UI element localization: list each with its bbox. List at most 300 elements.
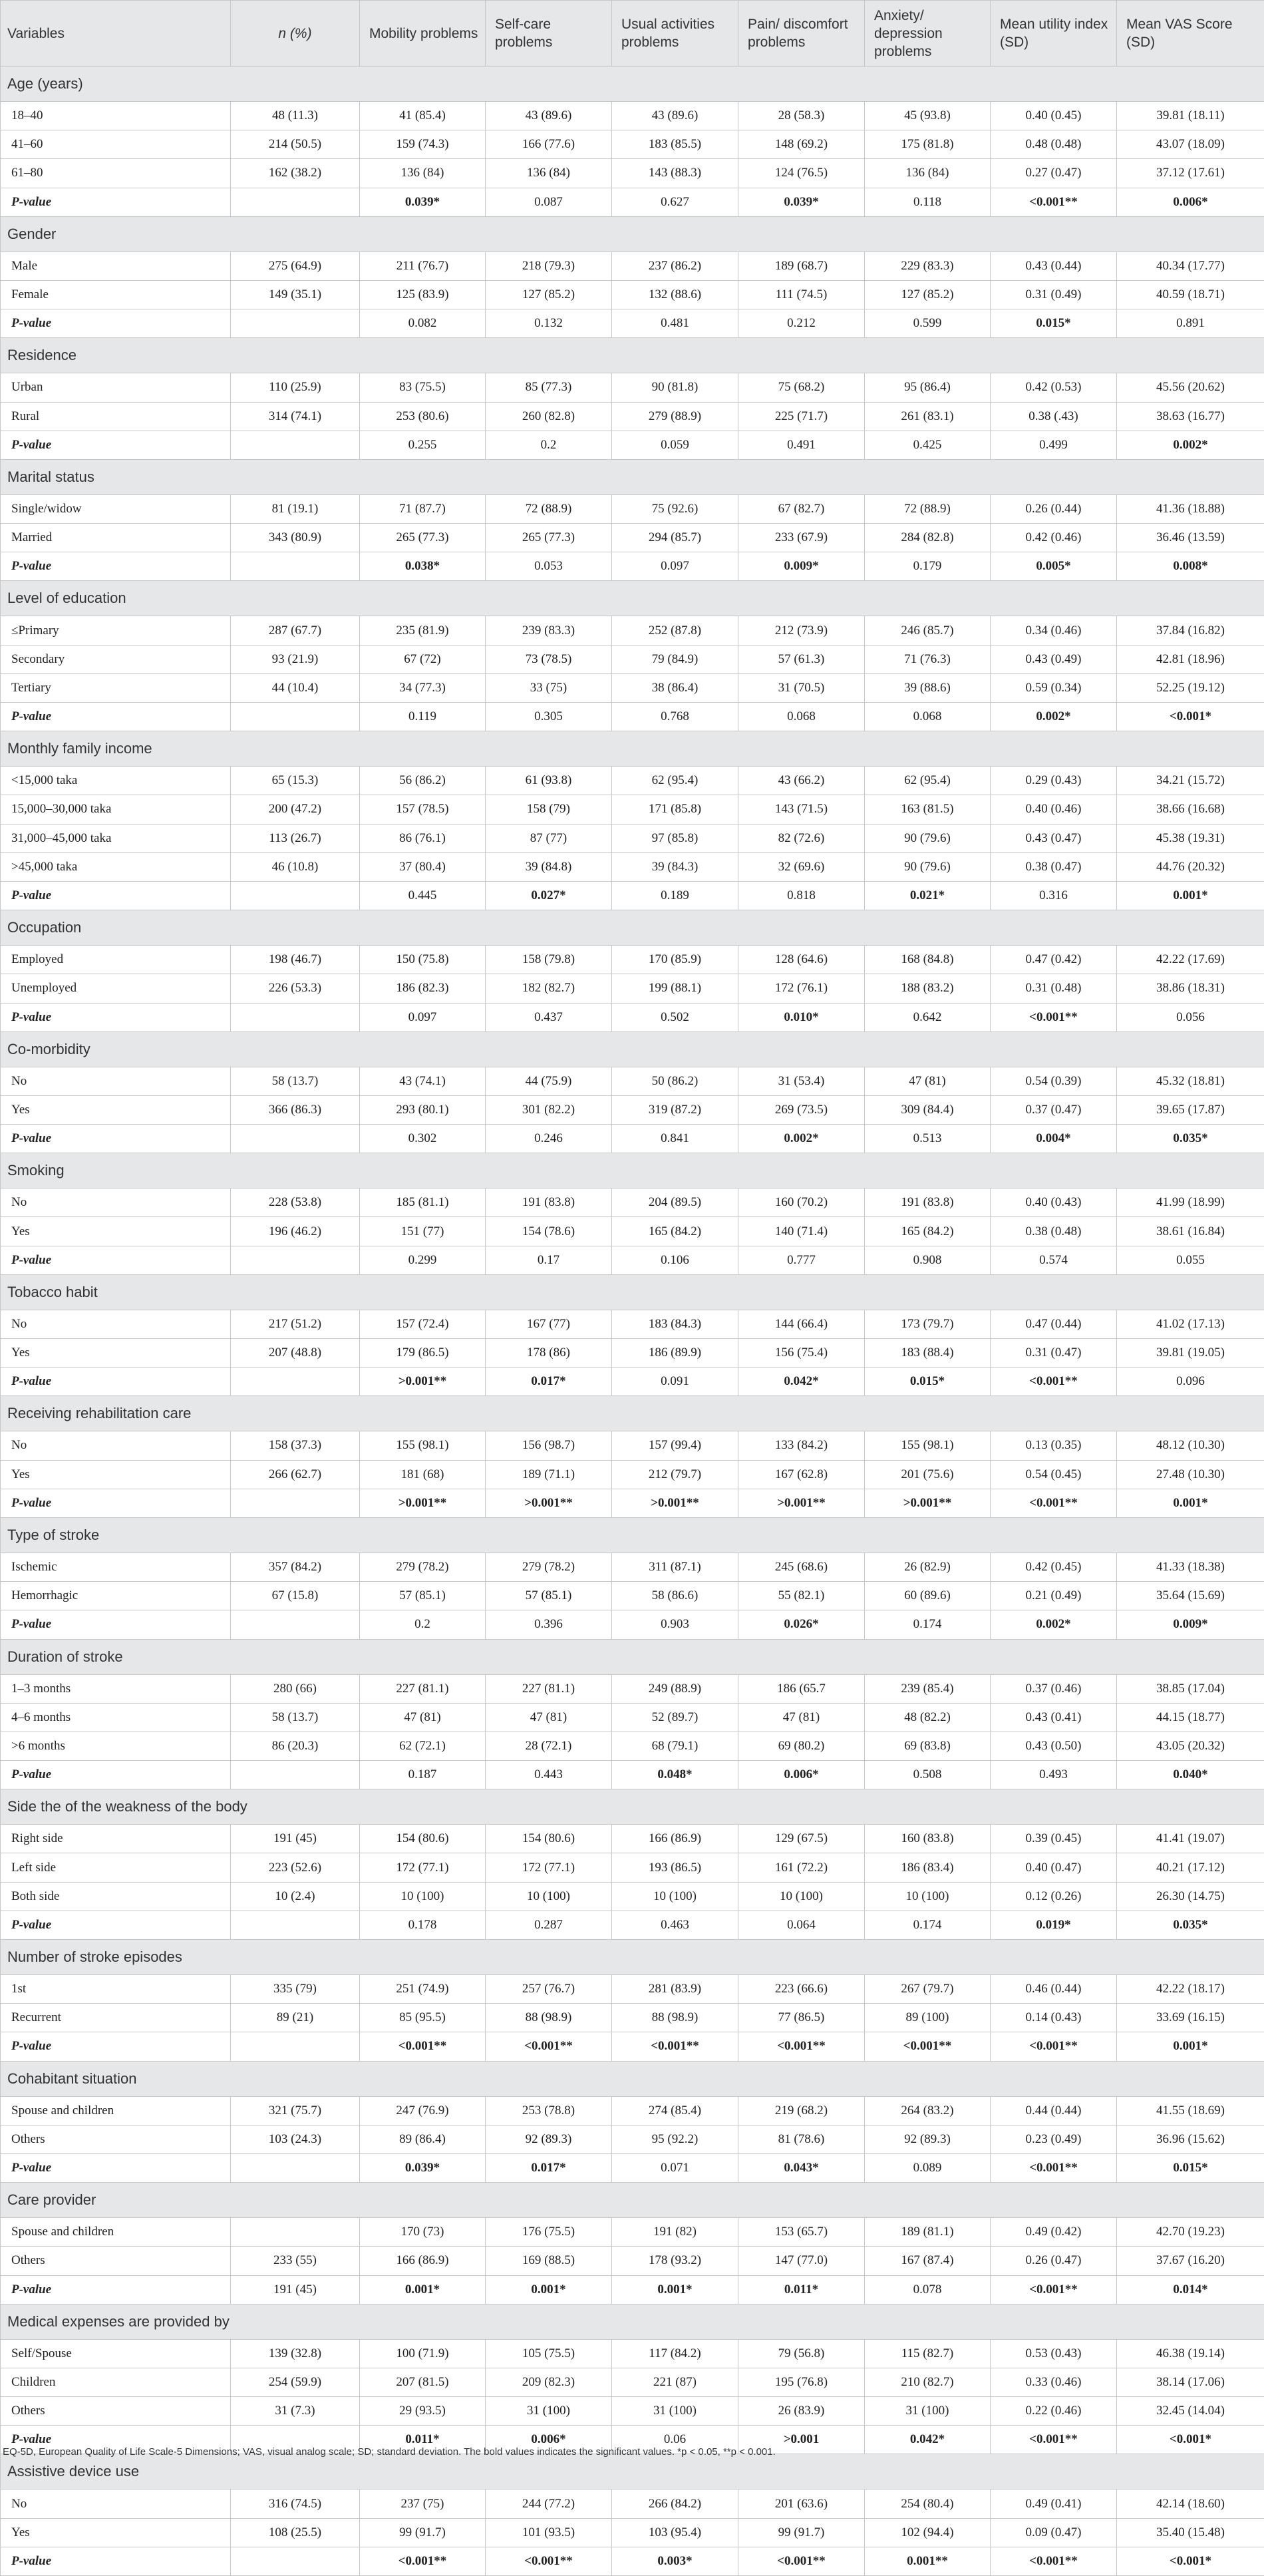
table-cell: <0.001** <box>738 2032 865 2061</box>
table-cell: 0.22 (0.46) <box>991 2397 1117 2426</box>
table-cell: 178 (86) <box>486 1339 612 1368</box>
table-cell: 65 (15.3) <box>231 767 360 795</box>
table-cell: 167 (62.8) <box>738 1460 865 1489</box>
table-row <box>1 1975 1264 2004</box>
table-cell: 235 (81.9) <box>360 616 486 645</box>
section-title: Cohabitant situation <box>1 2061 1264 2096</box>
table-cell: 366 (86.3) <box>231 1095 360 1124</box>
table-cell: 95 (92.2) <box>612 2125 738 2153</box>
row-label: No <box>1 1189 231 1217</box>
section-header-row <box>1 2304 1264 2339</box>
table-cell: 201 (63.6) <box>738 2489 865 2518</box>
table-cell <box>231 1003 360 1031</box>
table-cell: 47 (81) <box>738 1703 865 1732</box>
table-cell: 212 (79.7) <box>612 1460 738 1489</box>
table-cell: 0.042* <box>738 1368 865 1396</box>
table-cell <box>231 309 360 338</box>
table-cell: 39 (88.6) <box>865 673 991 702</box>
table-cell <box>231 2032 360 2061</box>
table-cell: 56 (86.2) <box>360 767 486 795</box>
table-cell: 41.55 (18.69) <box>1117 2096 1264 2125</box>
header-anxiety-depression: Anxiety/ depression problems <box>865 1 991 67</box>
table-cell: 0.59 (0.34) <box>991 673 1117 702</box>
table-cell: 183 (84.3) <box>612 1310 738 1338</box>
table-row <box>1 130 1264 159</box>
table-cell: 219 (68.2) <box>738 2096 865 2125</box>
table-row <box>1 1460 1264 1489</box>
table-cell: 86 (76.1) <box>360 824 486 852</box>
table-cell: 0.132 <box>486 309 612 338</box>
table-cell: 191 (45) <box>231 2275 360 2304</box>
table-cell: 0.011* <box>360 2426 486 2454</box>
table-cell: 103 (24.3) <box>231 2125 360 2153</box>
table-cell: 0.48 (0.48) <box>991 130 1117 159</box>
table-cell: 132 (88.6) <box>612 280 738 309</box>
table-cell: 294 (85.7) <box>612 524 738 552</box>
table-cell: 167 (87.4) <box>865 2247 991 2275</box>
table-cell: 0.039* <box>360 188 486 216</box>
table-cell: 31 (100) <box>612 2397 738 2426</box>
table-cell: 0.009* <box>1117 1610 1264 1639</box>
table-cell: 46 (10.8) <box>231 852 360 881</box>
table-cell: 171 (85.8) <box>612 795 738 824</box>
table-cell: <0.001** <box>738 2547 865 2575</box>
table-row <box>1 1703 1264 1732</box>
table-cell <box>231 1761 360 1789</box>
row-label: P-value <box>1 431 231 459</box>
table-cell: 0.06 <box>612 2426 738 2454</box>
table-cell: <0.001** <box>865 2032 991 2061</box>
row-label: Children <box>1 2368 231 2396</box>
table-cell: 81 (19.1) <box>231 494 360 523</box>
table-cell: 154 (80.6) <box>360 1825 486 1853</box>
table-cell: 269 (73.5) <box>738 1095 865 1124</box>
table-cell: 0.39 (0.45) <box>991 1825 1117 1853</box>
table-cell: 0.2 <box>486 431 612 459</box>
table-cell: 67 (15.8) <box>231 1582 360 1610</box>
table-cell: 38.86 (18.31) <box>1117 974 1264 1003</box>
table-row <box>1 494 1264 523</box>
p-value-row <box>1 1246 1264 1274</box>
table-cell: 218 (79.3) <box>486 252 612 280</box>
section-title: Care provider <box>1 2183 1264 2218</box>
table-cell: 110 (25.9) <box>231 373 360 402</box>
table-cell: 10 (2.4) <box>231 1882 360 1911</box>
table-cell: 0.246 <box>486 1125 612 1153</box>
table-cell: 10 (100) <box>612 1882 738 1911</box>
table-cell: 26 (82.9) <box>865 1553 991 1581</box>
table-cell <box>231 1489 360 1517</box>
table-cell: 44 (75.9) <box>486 1067 612 1095</box>
table-cell: 44.15 (18.77) <box>1117 1703 1264 1732</box>
table-cell: 32.45 (14.04) <box>1117 2397 1264 2426</box>
row-label: Yes <box>1 1460 231 1489</box>
table-cell: 0.12 (0.26) <box>991 1882 1117 1911</box>
section-header-row <box>1 2061 1264 2096</box>
table-cell: 0.071 <box>612 2153 738 2182</box>
table-cell: 75 (68.2) <box>738 373 865 402</box>
table-cell: <0.001** <box>991 1003 1117 1031</box>
table-cell: 69 (83.8) <box>865 1732 991 1760</box>
table-row <box>1 524 1264 552</box>
table-cell: 179 (86.5) <box>360 1339 486 1368</box>
table-cell: 0.019* <box>991 1911 1117 1939</box>
table-cell: <0.001** <box>360 2032 486 2061</box>
table-cell: 10 (100) <box>486 1882 612 1911</box>
table-cell: 72 (88.9) <box>865 494 991 523</box>
section-header-row <box>1 1940 1264 1975</box>
section-header-row <box>1 1031 1264 1067</box>
table-cell: 39 (84.8) <box>486 852 612 881</box>
table-cell <box>231 1368 360 1396</box>
table-cell: 0.068 <box>865 703 991 731</box>
table-row <box>1 2339 1264 2368</box>
table-cell: 249 (88.9) <box>612 1674 738 1703</box>
row-label: Employed <box>1 946 231 974</box>
table-cell: 10 (100) <box>865 1882 991 1911</box>
row-label: P-value <box>1 1911 231 1939</box>
table-cell: 31 (100) <box>486 2397 612 2426</box>
row-label: <15,000 taka <box>1 767 231 795</box>
table-cell: 0.2 <box>360 1610 486 1639</box>
p-value-row <box>1 703 1264 731</box>
table-cell: 58 (86.6) <box>612 1582 738 1610</box>
table-cell: 67 (72) <box>360 645 486 673</box>
table-cell: 89 (86.4) <box>360 2125 486 2153</box>
table-cell: 0.43 (0.47) <box>991 824 1117 852</box>
table-cell: 0.42 (0.46) <box>991 524 1117 552</box>
p-value-row <box>1 188 1264 216</box>
p-value-row <box>1 1761 1264 1789</box>
table-cell: 245 (68.6) <box>738 1553 865 1581</box>
table-cell: 211 (76.7) <box>360 252 486 280</box>
table-cell: 127 (85.2) <box>865 280 991 309</box>
row-label: P-value <box>1 1368 231 1396</box>
section-title: Medical expenses are provided by <box>1 2304 1264 2339</box>
section-title: Duration of stroke <box>1 1639 1264 1674</box>
row-label: P-value <box>1 2426 231 2454</box>
table-cell: <0.001** <box>612 2032 738 2061</box>
table-cell: 0.21 (0.49) <box>991 1582 1117 1610</box>
table-cell: 0.119 <box>360 703 486 731</box>
table-cell: 246 (85.7) <box>865 616 991 645</box>
section-title: Monthly family income <box>1 731 1264 767</box>
table-cell: 0.29 (0.43) <box>991 767 1117 795</box>
table-cell: 102 (94.4) <box>865 2518 991 2547</box>
table-row <box>1 2397 1264 2426</box>
table-row <box>1 2489 1264 2518</box>
table-cell: 0.38 (.43) <box>991 402 1117 431</box>
table-cell: 79 (56.8) <box>738 2339 865 2368</box>
table-row <box>1 159 1264 188</box>
table-cell: 204 (89.5) <box>612 1189 738 1217</box>
table-cell: <0.001** <box>486 2547 612 2575</box>
table-cell: 335 (79) <box>231 1975 360 2004</box>
table-row <box>1 1189 1264 1217</box>
table-cell: 0.006* <box>738 1761 865 1789</box>
section-header-row <box>1 1639 1264 1674</box>
table-cell: 148 (69.2) <box>738 130 865 159</box>
table-cell: 43 (89.6) <box>486 102 612 130</box>
table-cell: 0.043* <box>738 2153 865 2182</box>
table-cell: 41 (85.4) <box>360 102 486 130</box>
section-title: Tobacco habit <box>1 1274 1264 1310</box>
table-cell: 0.048* <box>612 1761 738 1789</box>
table-cell: 143 (88.3) <box>612 159 738 188</box>
table-cell: >0.001 <box>738 2426 865 2454</box>
table-cell: 0.40 (0.45) <box>991 102 1117 130</box>
table-cell: 43.07 (18.09) <box>1117 130 1264 159</box>
table-cell: 260 (82.8) <box>486 402 612 431</box>
table-cell: 0.305 <box>486 703 612 731</box>
table-cell: 189 (71.1) <box>486 1460 612 1489</box>
table-cell: 0.189 <box>612 881 738 910</box>
table-row <box>1 974 1264 1003</box>
table-cell: <0.001** <box>991 2426 1117 2454</box>
table-cell <box>231 1125 360 1153</box>
section-header-row <box>1 1789 1264 1825</box>
table-row <box>1 1095 1264 1124</box>
table-cell: 158 (79.8) <box>486 946 612 974</box>
table-cell: 227 (81.1) <box>486 1674 612 1703</box>
table-cell: 144 (66.4) <box>738 1310 865 1338</box>
section-title: Residence <box>1 338 1264 373</box>
table-cell: 321 (75.7) <box>231 2096 360 2125</box>
table-cell: 99 (91.7) <box>738 2518 865 2547</box>
table-row <box>1 795 1264 824</box>
table-cell: 10 (100) <box>360 1882 486 1911</box>
table-cell: 157 (78.5) <box>360 795 486 824</box>
table-cell: 37 (80.4) <box>360 852 486 881</box>
table-cell: 108 (25.5) <box>231 2518 360 2547</box>
table-cell: 191 (83.8) <box>486 1189 612 1217</box>
table-cell: 46.38 (19.14) <box>1117 2339 1264 2368</box>
section-title: Smoking <box>1 1153 1264 1189</box>
table-cell: 156 (75.4) <box>738 1339 865 1368</box>
table-cell: 170 (85.9) <box>612 946 738 974</box>
table-cell: 0.09 (0.47) <box>991 2518 1117 2547</box>
table-cell: 0.178 <box>360 1911 486 1939</box>
table-row <box>1 1853 1264 1882</box>
table-cell: 239 (85.4) <box>865 1674 991 1703</box>
table-cell: 0.082 <box>360 309 486 338</box>
table-cell: 29 (93.5) <box>360 2397 486 2426</box>
table-cell: 0.463 <box>612 1911 738 1939</box>
table-cell: 151 (77) <box>360 1217 486 1246</box>
table-cell: 165 (84.2) <box>865 1217 991 1246</box>
table-cell: 207 (48.8) <box>231 1339 360 1368</box>
table-cell: 60 (89.6) <box>865 1582 991 1610</box>
table-cell: 0.903 <box>612 1610 738 1639</box>
table-cell: 0.002* <box>991 1610 1117 1639</box>
table-cell: 251 (74.9) <box>360 1975 486 2004</box>
row-label: P-value <box>1 1610 231 1639</box>
table-cell: 0.493 <box>991 1761 1117 1789</box>
table-cell: 209 (82.3) <box>486 2368 612 2396</box>
section-title: Receiving rehabilitation care <box>1 1396 1264 1431</box>
table-row <box>1 2518 1264 2547</box>
table-cell: 50 (86.2) <box>612 1067 738 1095</box>
row-label: 31,000–45,000 taka <box>1 824 231 852</box>
table-cell: 0.43 (0.44) <box>991 252 1117 280</box>
table-cell: 89 (100) <box>865 2004 991 2032</box>
table-cell: 154 (78.6) <box>486 1217 612 1246</box>
table-cell: 127 (85.2) <box>486 280 612 309</box>
table-cell: 0.035* <box>1117 1911 1264 1939</box>
p-value-row <box>1 2032 1264 2061</box>
table-cell: 26.30 (14.75) <box>1117 1882 1264 1911</box>
header-pain-discomfort: Pain/ discomfort problems <box>738 1 865 67</box>
table-cell: 253 (80.6) <box>360 402 486 431</box>
row-label: P-value <box>1 552 231 581</box>
table-cell: 0.502 <box>612 1003 738 1031</box>
table-cell: 150 (75.8) <box>360 946 486 974</box>
table-cell: 252 (87.8) <box>612 616 738 645</box>
table-cell: 0.002* <box>1117 431 1264 459</box>
table-row <box>1 1553 1264 1581</box>
table-cell: 0.001** <box>865 2547 991 2575</box>
table-cell: 71 (87.7) <box>360 494 486 523</box>
row-label: Left side <box>1 1853 231 1882</box>
table-cell: 115 (82.7) <box>865 2339 991 2368</box>
table-cell: 57 (61.3) <box>738 645 865 673</box>
table-cell: 0.106 <box>612 1246 738 1274</box>
section-header-row <box>1 1517 1264 1553</box>
row-label: Self/Spouse <box>1 2339 231 2368</box>
section-header-row <box>1 216 1264 252</box>
row-label: No <box>1 2489 231 2518</box>
row-label: P-value <box>1 2153 231 2182</box>
table-cell: 0.40 (0.47) <box>991 1853 1117 1882</box>
table-cell: 293 (80.1) <box>360 1095 486 1124</box>
table-cell: 136 (84) <box>360 159 486 188</box>
table-cell: 41.41 (19.07) <box>1117 1825 1264 1853</box>
table-cell: 90 (79.6) <box>865 852 991 881</box>
table-cell: 0.574 <box>991 1246 1117 1274</box>
table-cell: 311 (87.1) <box>612 1553 738 1581</box>
row-label: 18–40 <box>1 102 231 130</box>
table-cell: 57 (85.1) <box>486 1582 612 1610</box>
table-cell: 39.81 (18.11) <box>1117 102 1264 130</box>
row-label: Yes <box>1 1217 231 1246</box>
table-cell: 0.26 (0.47) <box>991 2247 1117 2275</box>
row-label: Right side <box>1 1825 231 1853</box>
p-value-row <box>1 1911 1264 1939</box>
table-cell: 212 (73.9) <box>738 616 865 645</box>
section-header-row <box>1 1396 1264 1431</box>
table-cell: 0.908 <box>865 1246 991 1274</box>
table-cell: 0.40 (0.46) <box>991 795 1117 824</box>
table-cell: 0.499 <box>991 431 1117 459</box>
table-cell: 0.49 (0.42) <box>991 2218 1117 2247</box>
table-header <box>1 1 1264 67</box>
row-label: Others <box>1 2397 231 2426</box>
table-cell: 68 (79.1) <box>612 1732 738 1760</box>
table-cell: 57 (85.1) <box>360 1582 486 1610</box>
p-value-row <box>1 2275 1264 2304</box>
table-cell: 43 (74.1) <box>360 1067 486 1095</box>
table-cell: 136 (84) <box>865 159 991 188</box>
header-usual-activities: Usual activities problems <box>612 1 738 67</box>
table-cell: 0.841 <box>612 1125 738 1153</box>
table-cell: 233 (67.9) <box>738 524 865 552</box>
table-cell: 170 (73) <box>360 2218 486 2247</box>
table-cell: 0.481 <box>612 309 738 338</box>
section-header-row <box>1 338 1264 373</box>
table-cell: 227 (81.1) <box>360 1674 486 1703</box>
table-cell: 0.46 (0.44) <box>991 1975 1117 2004</box>
table-cell: 183 (88.4) <box>865 1339 991 1368</box>
table-cell: 254 (59.9) <box>231 2368 360 2396</box>
row-label: Spouse and children <box>1 2096 231 2125</box>
table-cell: 0.26 (0.44) <box>991 494 1117 523</box>
table-cell: 61 (93.8) <box>486 767 612 795</box>
table-cell: 40.21 (17.12) <box>1117 1853 1264 1882</box>
table-cell: <0.001** <box>991 1489 1117 1517</box>
table-cell: 35.40 (15.48) <box>1117 2518 1264 2547</box>
table-cell: 163 (81.5) <box>865 795 991 824</box>
row-label: Others <box>1 2247 231 2275</box>
table-row <box>1 2096 1264 2125</box>
table-row <box>1 280 1264 309</box>
table-cell: >0.001** <box>738 1489 865 1517</box>
table-cell: 88 (98.9) <box>612 2004 738 2032</box>
row-label: Married <box>1 524 231 552</box>
table-cell: 0.31 (0.47) <box>991 1339 1117 1368</box>
table-cell: 0.768 <box>612 703 738 731</box>
table-cell: <0.001** <box>991 2275 1117 2304</box>
table-cell: 0.001* <box>486 2275 612 2304</box>
table-row <box>1 2125 1264 2153</box>
table-cell: 172 (77.1) <box>486 1853 612 1882</box>
table-cell: 0.44 (0.44) <box>991 2096 1117 2125</box>
table-cell: >0.001** <box>360 1489 486 1517</box>
row-label: P-value <box>1 188 231 216</box>
table-cell: 0.31 (0.48) <box>991 974 1117 1003</box>
table-cell: 0.010* <box>738 1003 865 1031</box>
table-cell: 27.48 (10.30) <box>1117 1460 1264 1489</box>
table-cell: 83 (75.5) <box>360 373 486 402</box>
table-cell: 101 (93.5) <box>486 2518 612 2547</box>
table-row <box>1 852 1264 881</box>
table-cell: 147 (77.0) <box>738 2247 865 2275</box>
section-title: Side the of the weakness of the body <box>1 1789 1264 1825</box>
table-cell: 125 (83.9) <box>360 280 486 309</box>
table-cell: 181 (68) <box>360 1460 486 1489</box>
table-cell: 182 (82.7) <box>486 974 612 1003</box>
table-cell: 136 (84) <box>486 159 612 188</box>
table-cell: 47 (81) <box>360 1703 486 1732</box>
table-cell: 26 (83.9) <box>738 2397 865 2426</box>
table-cell: 0.015* <box>865 1368 991 1396</box>
table-cell: 0.059 <box>612 431 738 459</box>
table-cell: 168 (84.8) <box>865 946 991 974</box>
row-label: P-value <box>1 309 231 338</box>
table-row <box>1 673 1264 702</box>
table-cell: 0.055 <box>1117 1246 1264 1274</box>
table-cell: 38 (86.4) <box>612 673 738 702</box>
table-cell: 254 (80.4) <box>865 2489 991 2518</box>
table-cell: 42.22 (18.17) <box>1117 1975 1264 2004</box>
section-title: Marital status <box>1 459 1264 494</box>
table-cell: 0.891 <box>1117 309 1264 338</box>
table-cell: 237 (86.2) <box>612 252 738 280</box>
table-cell: 41.36 (18.88) <box>1117 494 1264 523</box>
table-cell: 196 (46.2) <box>231 1217 360 1246</box>
row-label: P-value <box>1 2547 231 2575</box>
table-cell: 85 (77.3) <box>486 373 612 402</box>
table-cell: 0.43 (0.41) <box>991 1703 1117 1732</box>
